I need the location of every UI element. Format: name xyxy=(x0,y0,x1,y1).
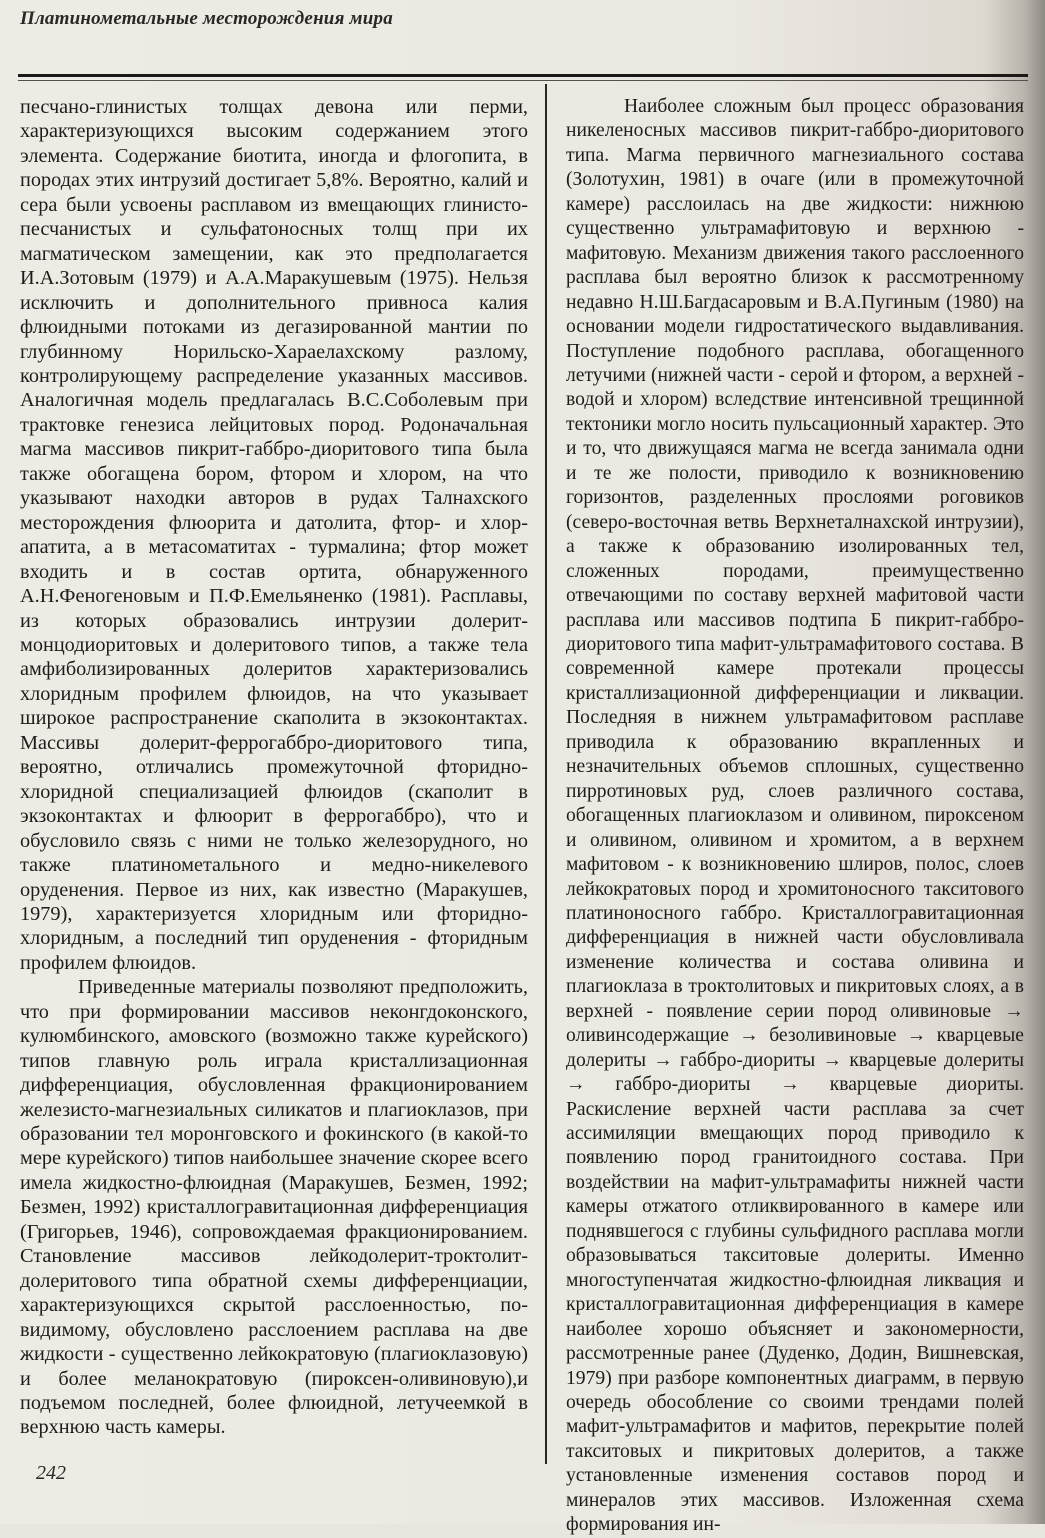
left-paragraph-2: Приведенные материалы позволяют предположить, что при формировании массивов неконгдоконского, кулюмбинского, амовского (возможно также курейского) типов главную роль играла кристаллизационная дифференциация, обусловленная фракционированием железисто-магнезиальных силикатов и плагиоклазов, при образовании тел моронговского и фокинского (в какой-то мере курейского) типов наибольшее значение скорее всего имела жидкостно-флюидная (Маракушев, Безмен, 1992; Безмен, 1992) кристаллогравитационная дифференциация (Григорьев, 1946), сопровождаемая фракционированием. Становление массивов лейкодолерит-троктолит-долеритового типа обратной схемы дифференциации, характеризующихся скрытой расслоенностью, по-видимому, обусловлено расслоением расплава на две жидкости - существенно лейкократовую (плагиоклазовую) и более меланократовую (пироксен-оливиновую),и подъемом последней, более флюидной, летучеемкой в верхнюю часть камеры. xyxy=(20,976,528,1439)
column-divider xyxy=(545,84,547,1464)
page-number: 242 xyxy=(36,1462,66,1484)
left-paragraph-1: песчано-глинистых толщах девона или перми, характеризующихся высоким содержанием этого элемента. Содержание биотита, иногда и флогопита, в породах этих интрузий достигает 5,8%. Вероятно, калий и сера были усвоены расплавом из вмещающих глинисто-песчанистых и сульфатоносных толщ при их магматическом замещении, как это предполагается И.А.Зотовым (1979) и А.А.Маракушевым (1975). Нельзя исключить и дополнительного привноса калия флюидными потоками из дегазированной мантии по глубинному Норильско-Хараелахскому разлому, контролирующему распределение указанных массивов. Аналогичная модель предлагалась В.С.Соболевым при трактовке генезиса лейцитовых пород. Родоначальная магма массивов пикрит-габбро-диоритового типа была также обогащена бором, фтором и хлором, на что указывают находки авторов в рудах Талнахского месторождения флюорита и датолита, фтор- и хлор-апатита, а в метасоматитах - турмалина; фтор может входить и в состав ортита, обнаруженного А.Н.Феногеновым и П.Ф.Емельяненко (1981). Расплавы, из которых образовались интрузии долерит-монцодиоритовых и долеритового типов, а также тела амфиболизированных долеритов характеризовались хлоридным профилем флюидов, на что указывает широкое распространение скаполита в экзоконтактах. Массивы долерит-феррогаббро-диоритового типа, вероятно, отличались промежуточной фторидно-хлоридной специализацией флюидов (скаполит в экзоконтактах и флюорит в феррогаббро), что и обусловило связь с ними не только железорудного, но также платинометального и медно-никелевого оруденения. Первое из них, как известно (Маракушев, 1979), характеризуется хлоридным или фторидно-хлоридным, а последний тип оруденения - фторидным профилем флюидов. xyxy=(20,96,528,974)
left-column xyxy=(20,95,528,1440)
right-paragraph-1: Наиболее сложным был процесс образования никеленосных массивов пикрит-габбро-диоритового типа. Магма первичного магнезиального состава (Золотухин, 1981) в очаге (или в промежуточной камере) расслоилась на две жидкости: нижнюю существенно ультрамафитовую и верхнюю - мафитовую. Механизм движения такого расслоенного расплава был вероятно близок к рассмотренному недавно Н.Ш.Багдасаровым и В.А.Пугиным (1980) на основании модели гидростатического выдавливания. Поступление подобного расплава, обогащенного летучими (нижней части - серой и фтором, а верхней - водой и хлором) вследствие интенсивной трещинной тектоники могло носить пульсационный характер. Это и то, что движущаяся магма не всегда занимала одни и те же полости, приводило к возникновению горизонтов, разделенных прослоями роговиков (северо-восточная ветвь Верхнеталнахской интрузии), а также к образованию изолированных тел, сложенных породами, преимущественно отвечающими по составу верхней мафитовой части расплава или массивов подтипа Б пикрит-габбро-диоритового типа мафит-ультрамафитового состава. В современной камере протекали процессы кристаллизационной дифференциации и ликвации. Последняя в нижнем ультрамафитовом расплаве приводила к образованию вкрапленных и незначительных объемов сплошных, существенно пирротиновых руд, слоев различного состава, обогащенных плагиоклазом и оливином, пироксеном и оливином, оливином и хромитом, а в верхнем мафитовом - к возникновению шлиров, полос, слоев лейкократовых пород и хромитоносного такситового платиноносного габбро. Кристаллогравитационная дифференциация в нижней части обусловливала изменение количества и состава оливина и плагиоклаза в троктолитовых и пикритовых слоях, а в верхней - появление серии пород оливиновые → оливинсодержащие → безоливиновые → кварцевые долериты → габбро-диориты → кварцевые долериты → габбро-диориты → кварцевые диориты. Раскисление верхней части расплава за счет ассимиляции вмещающих пород приводило к появлению пород гранитоидного состава. При воздействии на мафит-ультрамафиты нижней части камеры отжатого отликвированного в камере или поднявшегося с глубины сульфидного расплава могли образовываться такситовые долериты. Именно многоступенчатая жидкостно-флюидная ликвация и кристаллогравитационная дифференциация в камере наиболее хорошо объясняет и закономерности, рассмотренные ранее (Дуденко, Додин, Вишневская, 1979) при разборе компонентных диаграмм, в первую очередь обособление со своими трендами полей мафит-ультрамафитов и мафитов, перекрытие полей такситовых и пикритовых долеритов, а также установленные изменения составов пород и минералов этих массивов. Изложенная схема формирования ин- xyxy=(566,96,1024,1536)
header-rule xyxy=(18,74,1028,77)
header-rule-thin xyxy=(18,80,1028,81)
right-column xyxy=(566,95,1024,1538)
running-header: Платинометальные месторождения мира xyxy=(20,8,393,29)
